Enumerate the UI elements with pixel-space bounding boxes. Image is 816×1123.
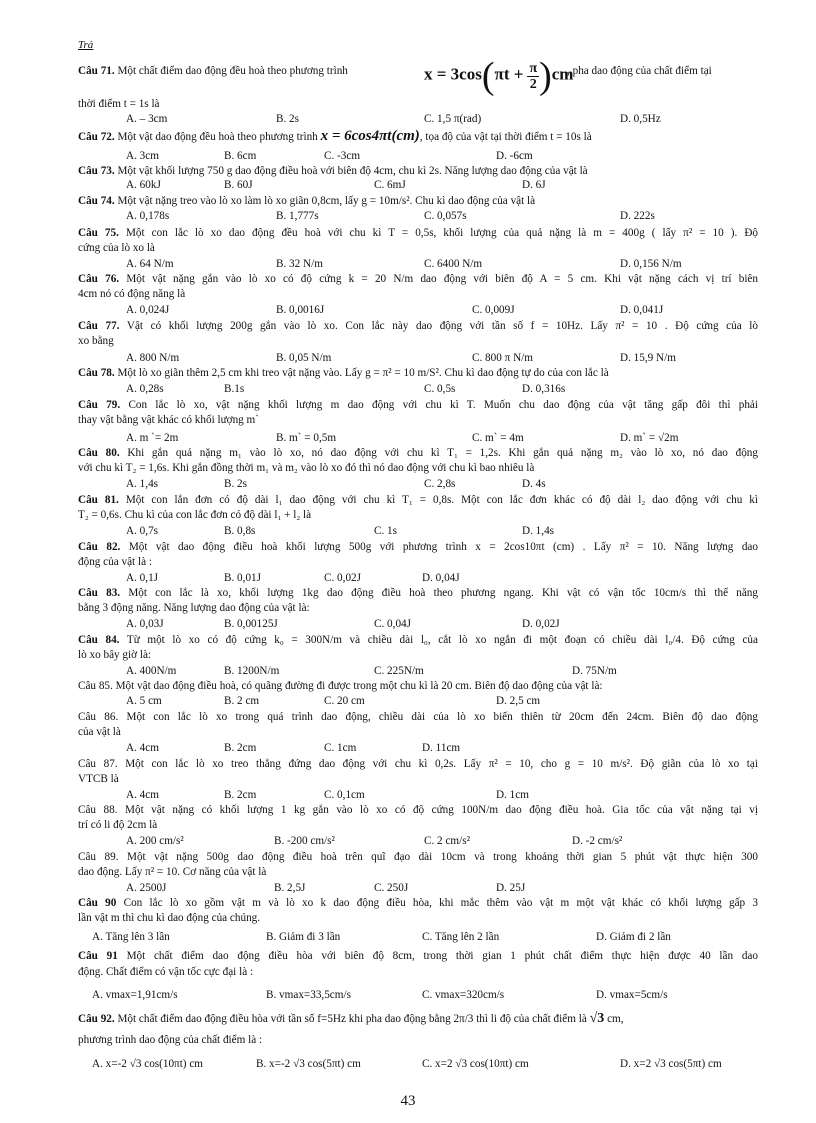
question-88-line1 (78, 804, 758, 817)
option-d: D. -6cm (496, 150, 533, 162)
option-c: C. 1,5 π(rad) (424, 113, 482, 125)
option-d: D. 15,9 N/m (620, 352, 676, 364)
option-c: C. x=2 √3 cos(10πt) cm (422, 1058, 529, 1070)
option-d: D. 0,5Hz (620, 113, 661, 125)
option-b: B. 0,0016J (276, 304, 325, 316)
question-label: Câu 85. (78, 680, 113, 692)
question-text: Một lò xo giãn thêm 2,5 cm khi treo vật nặng vào. Lấy g = π² = 10 m/S². Chu kì dao động tự do của con lắc là (117, 367, 609, 379)
option-c: C. 800 π N/m (472, 352, 533, 364)
question-79-line1 (78, 399, 758, 412)
option-b: B. Giảm đi 3 lần (266, 931, 341, 943)
option-a: A. – 3cm (126, 113, 168, 125)
question-90-line1 (78, 897, 758, 910)
options-84 (78, 665, 768, 678)
fraction-den: 2 (529, 76, 537, 92)
option-d: D. 4s (522, 478, 546, 490)
question-text: Con lắc lò xo gồm vật m và lò xo k dao động điều hòa, khi mắc thêm vào vật m một vật khác có khối lượng gấp 3 (123, 897, 758, 909)
option-a: A. 1,4s (126, 478, 159, 490)
question-label: Câu 75. (78, 227, 119, 239)
question-81-line1 (78, 494, 758, 507)
question-label: Câu 71. (78, 65, 115, 77)
option-d: D. 1,4s (522, 525, 555, 537)
option-a: A. 400N/m (126, 665, 177, 677)
option-c: C. vmax=320cm/s (422, 989, 505, 1001)
question-80-line2: với chu kì T₂ = 1,6s. Khi gắn đồng thời m₁ và m₂ vào lò xo đó thì nó dao động với chu kì bao nhiêu là (78, 462, 535, 474)
option-d: D. m` = √2m (620, 432, 679, 444)
question-82-line2: động của vật là : (78, 556, 152, 568)
question-text: Một con lắc là xo, khối lượng 1kg dao động điều hoà theo phương ngang. Khi vật có vận tốc 10cm/s thì thế năng (128, 587, 758, 599)
question-80-line1 (78, 447, 758, 460)
option-c: C. 6mJ (374, 179, 406, 191)
question-88-line2: trí có li độ 2cm là (78, 819, 158, 831)
question-86-line2: của vật là (78, 726, 121, 738)
option-a: A. 4cm (126, 789, 159, 801)
question-85-line1 (78, 680, 758, 693)
option-b: B. 1,777s (276, 210, 319, 222)
question-label: Câu 79. (78, 399, 121, 411)
option-a: A. 0,03J (126, 618, 164, 630)
option-c: C. 0,009J (472, 304, 515, 316)
option-b: B. x=-2 √3 cos(5πt) cm (256, 1058, 361, 1070)
option-a: A. 200 cm/s² (126, 835, 184, 847)
question-text: Từ một lò xo có độ cứng k₀ = 300N/m và chiều dài l₀, cắt lò xo ngắn đi một đoạn có chiều dài l₀/4. Độ cứng của (126, 634, 758, 646)
option-b: B. m` = 0,5m (276, 432, 337, 444)
question-92-line2: phương trình dao động của chất điểm là : (78, 1034, 263, 1046)
option-b: B. vmax=33,5cm/s (266, 989, 351, 1001)
question-label: Câu 80. (78, 447, 120, 459)
question-label: Câu 76. (78, 273, 120, 285)
question-92-line1 (78, 1012, 758, 1026)
option-b: B. 2 cm (224, 695, 260, 707)
question-label: Câu 89. (78, 851, 119, 863)
option-a: A. 2500J (126, 882, 167, 894)
question-text: Một con lắc lò xo dao động đều hoà với chu kì T = 0,5s, khối lượng của quả nặng là m = 400g ( lấy π² = 10 ). Độ (125, 227, 758, 239)
options-77 (78, 352, 768, 365)
option-b: B. 60J (224, 179, 253, 191)
option-c: C. 0,02J (324, 572, 361, 584)
equation-71 (424, 54, 574, 97)
question-86-line1 (78, 711, 758, 724)
options-74 (78, 210, 768, 223)
header-label: Trả (78, 39, 94, 51)
question-text: Một con lắn đơn có độ dài l₁ dao động với chu kì T₁ = 0,8s. Một con lắc đơn khác có độ dài l₂ dao động với chu kì (125, 494, 759, 506)
option-c: C. 20 cm (324, 695, 365, 707)
question-89-line1 (78, 851, 758, 864)
option-a: A. 0,178s (126, 210, 170, 222)
option-b: B. 2,5J (274, 882, 306, 894)
options-78 (78, 383, 768, 396)
question-text-tail: , tọa độ của vật tại thời điểm t = 10s là (419, 131, 592, 143)
question-text: Một vật dao động điều hoà, có quãng đường đi được trong một chu kì là 20 cm. Biên độ dao động của vật là: (115, 680, 603, 692)
question-label: Câu 88. (78, 804, 118, 816)
question-label: Câu 87. (78, 758, 118, 770)
option-d: D. 0,041J (620, 304, 664, 316)
question-label: Câu 73. (78, 165, 115, 177)
option-c: C. 225N/m (374, 665, 424, 677)
question-text: Một vật khối lượng 750 g dao động điều hoà với biên độ 4cm, chu kì 2s. Năng lượng dao động của vật là (117, 165, 588, 177)
question-label: Câu 78. (78, 367, 115, 379)
option-c: C. m` = 4m (472, 432, 524, 444)
option-c: C. 1cm (324, 742, 357, 754)
question-label: Câu 77. (78, 320, 120, 332)
options-80 (78, 478, 768, 491)
option-a: A. m `= 2m (126, 432, 179, 444)
equation-term: πt + (494, 64, 524, 84)
option-d: D. 0,316s (522, 383, 566, 395)
question-90-line2: lần vật m thì chu kì dao động của chúng. (78, 912, 261, 924)
question-label: Câu 74. (78, 195, 115, 207)
question-text: Vật có khối lượng 200g gắn vào lò xo. Con lắc này dao động với tần số f = 10Hz. Lấy π² = 10 . Độ cứng của lò (126, 320, 758, 332)
question-text: Một vật nặng có khối lượng 1 kg gắn vào lò xo có độ cứng 100N/m dao động điều hoà. Gia tốc của vật nặng tại vị (125, 804, 758, 816)
question-label: Câu 72. (78, 131, 115, 143)
question-label: Câu 91 (78, 950, 118, 962)
option-c: C. Tăng lên 2 lần (422, 931, 500, 943)
question-74-line1 (78, 195, 758, 208)
question-81-line2: T₂ = 0,6s. Chu kì của con lắc đơn có độ dài l₁ + l₂ là (78, 509, 312, 521)
question-text: Một vật nặng treo vào lò xo làm lò xo giãn 0,8cm, lấy g = 10m/s². Chu kì dao động của vật là (117, 195, 536, 207)
question-71-line2: thời điểm t = 1s là (78, 98, 160, 110)
sqrt-three: √3 (589, 1011, 605, 1026)
question-75-line1 (78, 227, 758, 240)
option-d: D. 0,156 N/m (620, 258, 682, 270)
option-c: C. 0,04J (374, 618, 411, 630)
option-d: D. 2,5 cm (496, 695, 541, 707)
question-label: Câu 92. (78, 1013, 115, 1025)
option-d: D. 0,04J (422, 572, 460, 584)
question-label: Câu 83. (78, 587, 121, 599)
option-a: A. 0,28s (126, 383, 164, 395)
option-b: B. 32 N/m (276, 258, 323, 270)
option-d: D. 11cm (422, 742, 461, 754)
question-text: Một vật dao động đều hoà theo phương trình (117, 131, 318, 143)
equation-unit: cm (551, 64, 574, 84)
option-c: C. -3cm (324, 150, 361, 162)
question-91-line2: động. Chất điểm có vận tốc cực đại là : (78, 966, 254, 978)
question-77-line1 (78, 320, 758, 333)
question-72-line1 (78, 130, 758, 144)
page-number: 43 (400, 1093, 416, 1109)
fraction-num: π (529, 60, 538, 76)
question-87-line2: VTCB là (78, 773, 119, 785)
options-86 (78, 742, 768, 755)
option-a: A. 60kJ (126, 179, 161, 191)
option-b: B. 0,8s (224, 525, 256, 537)
question-79-line2: thay vật bằng vật khác có khối lượng m` (78, 414, 259, 426)
question-text: Một chất điểm dao động đều hoà theo phương trình (117, 65, 348, 77)
question-label: Câu 90 (78, 897, 117, 909)
option-d: D. -2 cm/s² (572, 835, 623, 847)
question-84-line1 (78, 634, 758, 647)
options-85 (78, 695, 768, 708)
option-b: B. 1200N/m (224, 665, 280, 677)
option-b: B. 0,00125J (224, 618, 278, 630)
question-87-line1 (78, 758, 758, 771)
question-text: Con lắc lò xo, vật nặng khối lượng m dao động với chu kì T. Muốn chu dao động của vật tăng gấp đôi thì phải (128, 399, 758, 411)
question-label: Câu 82. (78, 541, 121, 553)
options-87 (78, 789, 768, 802)
option-a: A. 3cm (126, 150, 159, 162)
question-71-tail: , pha dao động của chất điểm tại (567, 65, 712, 77)
options-71 (78, 113, 768, 126)
options-82 (78, 572, 768, 585)
options-83 (78, 618, 768, 631)
question-text: Một vật dao động điều hoà khối lượng 500g với phương trình x = 2cos10πt (cm) . Lấy π² = 10. Năng lượng dao (128, 541, 758, 553)
question-82-line1 (78, 541, 758, 554)
option-c: C. 0,1cm (324, 789, 365, 801)
question-text: Một con lắc lò xo trong quá trình dao động, chiều dài của lò xo biến thiên từ 20cm đến 24cm. Biên độ dao động (126, 711, 758, 723)
question-91-line1 (78, 950, 758, 963)
question-text-tail: cm, (607, 1013, 624, 1025)
options-75 (78, 258, 768, 271)
option-d: D. 6J (522, 179, 546, 191)
option-b: B. 2s (276, 113, 300, 125)
option-c: C. 0,057s (424, 210, 467, 222)
fraction (527, 61, 539, 92)
option-b: B. 0,01J (224, 572, 261, 584)
question-76-line2: 4cm nó có động năng là (78, 288, 186, 300)
options-92 (78, 1058, 768, 1071)
option-a: A. x=-2 √3 cos(10πt) cm (92, 1058, 203, 1070)
option-c: C. 2 cm/s² (424, 835, 470, 847)
option-d: D. 25J (496, 882, 526, 894)
options-81 (78, 525, 768, 538)
question-label: Câu 86. (78, 711, 119, 723)
option-a: A. 800 N/m (126, 352, 180, 364)
question-89-line2: dao động. Lấy π² = 10. Cơ năng của vật là (78, 866, 267, 878)
option-c: C. 0,5s (424, 383, 456, 395)
question-73-line1 (78, 165, 758, 178)
option-a: A. Tăng lên 3 lần (92, 931, 170, 943)
option-a: A. 64 N/m (126, 258, 174, 270)
option-b: B.1s (224, 383, 245, 395)
question-text: Một chất điểm dao động điều hòa với biên độ 8cm, trong thời gian 1 phút chất điểm thực hiện được 40 lần dao (126, 950, 758, 962)
question-label: Câu 81. (78, 494, 119, 506)
option-d: D. 75N/m (572, 665, 617, 677)
equation-72: x = 6cos4πt(cm) (320, 128, 420, 144)
option-b: B. 0,05 N/m (276, 352, 332, 364)
option-c: C. 250J (374, 882, 409, 894)
options-76 (78, 304, 768, 317)
question-84-line2: lò xo bây giờ là: (78, 649, 152, 661)
question-text: Một vật nặng gắn vào lò xo có độ cứng k = 20 N/m dao động với biên độ A = 5 cm. Khi vật nặng cách vị trí biên (126, 273, 758, 285)
option-a: A. 4cm (126, 742, 159, 754)
option-b: B. 6cm (224, 150, 257, 162)
question-78-line1 (78, 367, 758, 380)
option-b: B. 2s (224, 478, 248, 490)
options-73 (78, 179, 768, 192)
question-text: Một con lắc lò xo treo thẳng đứng dao động với chu kì 0,2s. Lấy π² = 10, cho g = 10 m/s². Độ giãn của lò xo tại (125, 758, 758, 770)
option-c: C. 1s (374, 525, 398, 537)
options-88 (78, 835, 768, 848)
option-d: D. 222s (620, 210, 655, 222)
options-90 (78, 931, 768, 944)
question-75-line2: cứng của lò xo là (78, 242, 155, 254)
option-a: A. 0,7s (126, 525, 159, 537)
equation-main: x = 3cos (424, 64, 482, 84)
question-text: Khi gắn quả nặng m₁ vào lò xo, nó dao động với chu kì T₁ = 1,2s. Khi gắn quả nặng m₂ vào lò xo, nó dao động (127, 447, 758, 459)
option-a: A. 5 cm (126, 695, 162, 707)
question-83-line1 (78, 587, 758, 600)
option-a: A. 0,1J (126, 572, 159, 584)
option-a: A. vmax=1,91cm/s (92, 989, 178, 1001)
option-d: D. vmax=5cm/s (596, 989, 668, 1001)
option-c: C. 6400 N/m (424, 258, 483, 270)
paren-close: ) (539, 55, 552, 97)
question-76-line1 (78, 273, 758, 286)
option-c: C. 2,8s (424, 478, 456, 490)
option-d: D. Giảm đi 2 lần (596, 931, 671, 943)
option-b: B. -200 cm/s² (274, 835, 335, 847)
question-83-line2: bằng 3 động năng. Năng lượng dao động của vật là: (78, 602, 310, 614)
options-79 (78, 432, 768, 445)
option-b: B. 2cm (224, 789, 257, 801)
option-b: B. 2cm (224, 742, 257, 754)
question-77-line2: xo bằng (78, 335, 114, 347)
option-d: D. 0,02J (522, 618, 560, 630)
options-91 (78, 989, 768, 1002)
option-a: A. 0,024J (126, 304, 170, 316)
option-d: D. 1cm (496, 789, 529, 801)
question-label: Câu 84. (78, 634, 120, 646)
paren-open: ( (481, 55, 495, 97)
options-72 (78, 150, 768, 163)
question-text: Một vật nặng 500g dao động điều hoà trên quĩ đạo dài 10cm và trong khoảng thời gian 5 phút vật thực hiện 300 (127, 851, 758, 863)
options-89 (78, 882, 768, 895)
option-d: D. x=2 √3 cos(5πt) cm (620, 1058, 722, 1070)
question-text: Một chất điểm dao động điều hòa với tần số f=5Hz khi pha dao động bằng 2π/3 thì li độ của chất điểm là (117, 1013, 587, 1025)
